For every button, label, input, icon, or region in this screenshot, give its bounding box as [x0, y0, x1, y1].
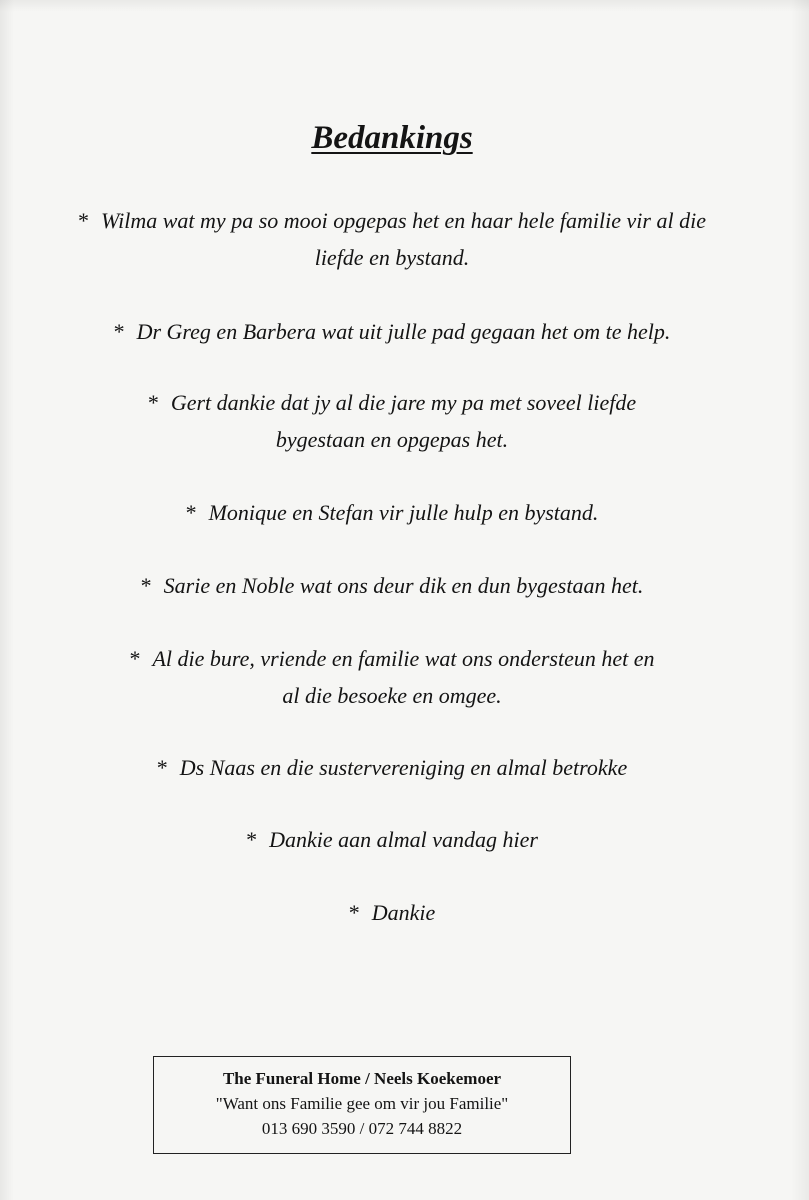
thanks-line: bygestaan en opgepas het. — [275, 427, 509, 452]
bullet-star: * — [348, 900, 360, 925]
thanks-line: Dr Greg en Barbera wat uit julle pad gegaan het om te help. — [136, 319, 671, 344]
thanks-line: Dankie — [371, 900, 436, 925]
thanks-line: liefde en bystand. — [314, 245, 470, 270]
thanks-item-gert — [20, 384, 764, 458]
bullet-star: * — [129, 646, 141, 671]
thanks-line: Al die bure, vriende en familie wat ons ondersteun het en — [152, 646, 655, 671]
bullet-star: * — [113, 319, 125, 344]
thanks-line: Wilma wat my pa so mooi opgepas het en haar hele familie vir al die — [101, 208, 706, 233]
thanks-line: al die besoeke en omgee. — [282, 683, 502, 708]
thanks-item-sarie — [20, 567, 764, 604]
bullet-star: * — [156, 755, 168, 780]
thanks-line: Dankie aan almal vandag hier — [269, 827, 538, 852]
funeral-home-box — [153, 1056, 571, 1154]
funeral-home-name: The Funeral Home / Neels Koekemoer — [222, 1069, 502, 1088]
thanks-item-almal — [20, 821, 764, 858]
bullet-star: * — [140, 573, 152, 598]
thanks-item-bure — [20, 640, 764, 714]
thanks-item-wilma — [20, 202, 764, 276]
thanks-item-ds-naas — [20, 749, 764, 786]
thanks-item-dr-greg — [20, 313, 764, 350]
bullet-star: * — [78, 208, 90, 233]
thanks-line: Ds Naas en die sustervereniging en almal betrokke — [179, 755, 628, 780]
page-title: Bedankings — [311, 120, 473, 156]
bullet-star: * — [246, 827, 258, 852]
bullet-star: * — [185, 500, 197, 525]
funeral-home-slogan: "Want ons Familie gee om vir jou Familie" — [215, 1094, 509, 1113]
thanks-item-monique — [20, 494, 764, 531]
funeral-home-phones: 013 690 3590 / 072 744 8822 — [261, 1119, 463, 1138]
thanks-line: Gert dankie dat jy al die jare my pa met soveel liefde — [170, 390, 637, 415]
thanks-item-dankie — [20, 894, 764, 931]
thanks-line: Sarie en Noble wat ons deur dik en dun bygestaan het. — [163, 573, 644, 598]
bullet-star: * — [147, 390, 159, 415]
thanks-line: Monique en Stefan vir julle hulp en bystand. — [208, 500, 599, 525]
